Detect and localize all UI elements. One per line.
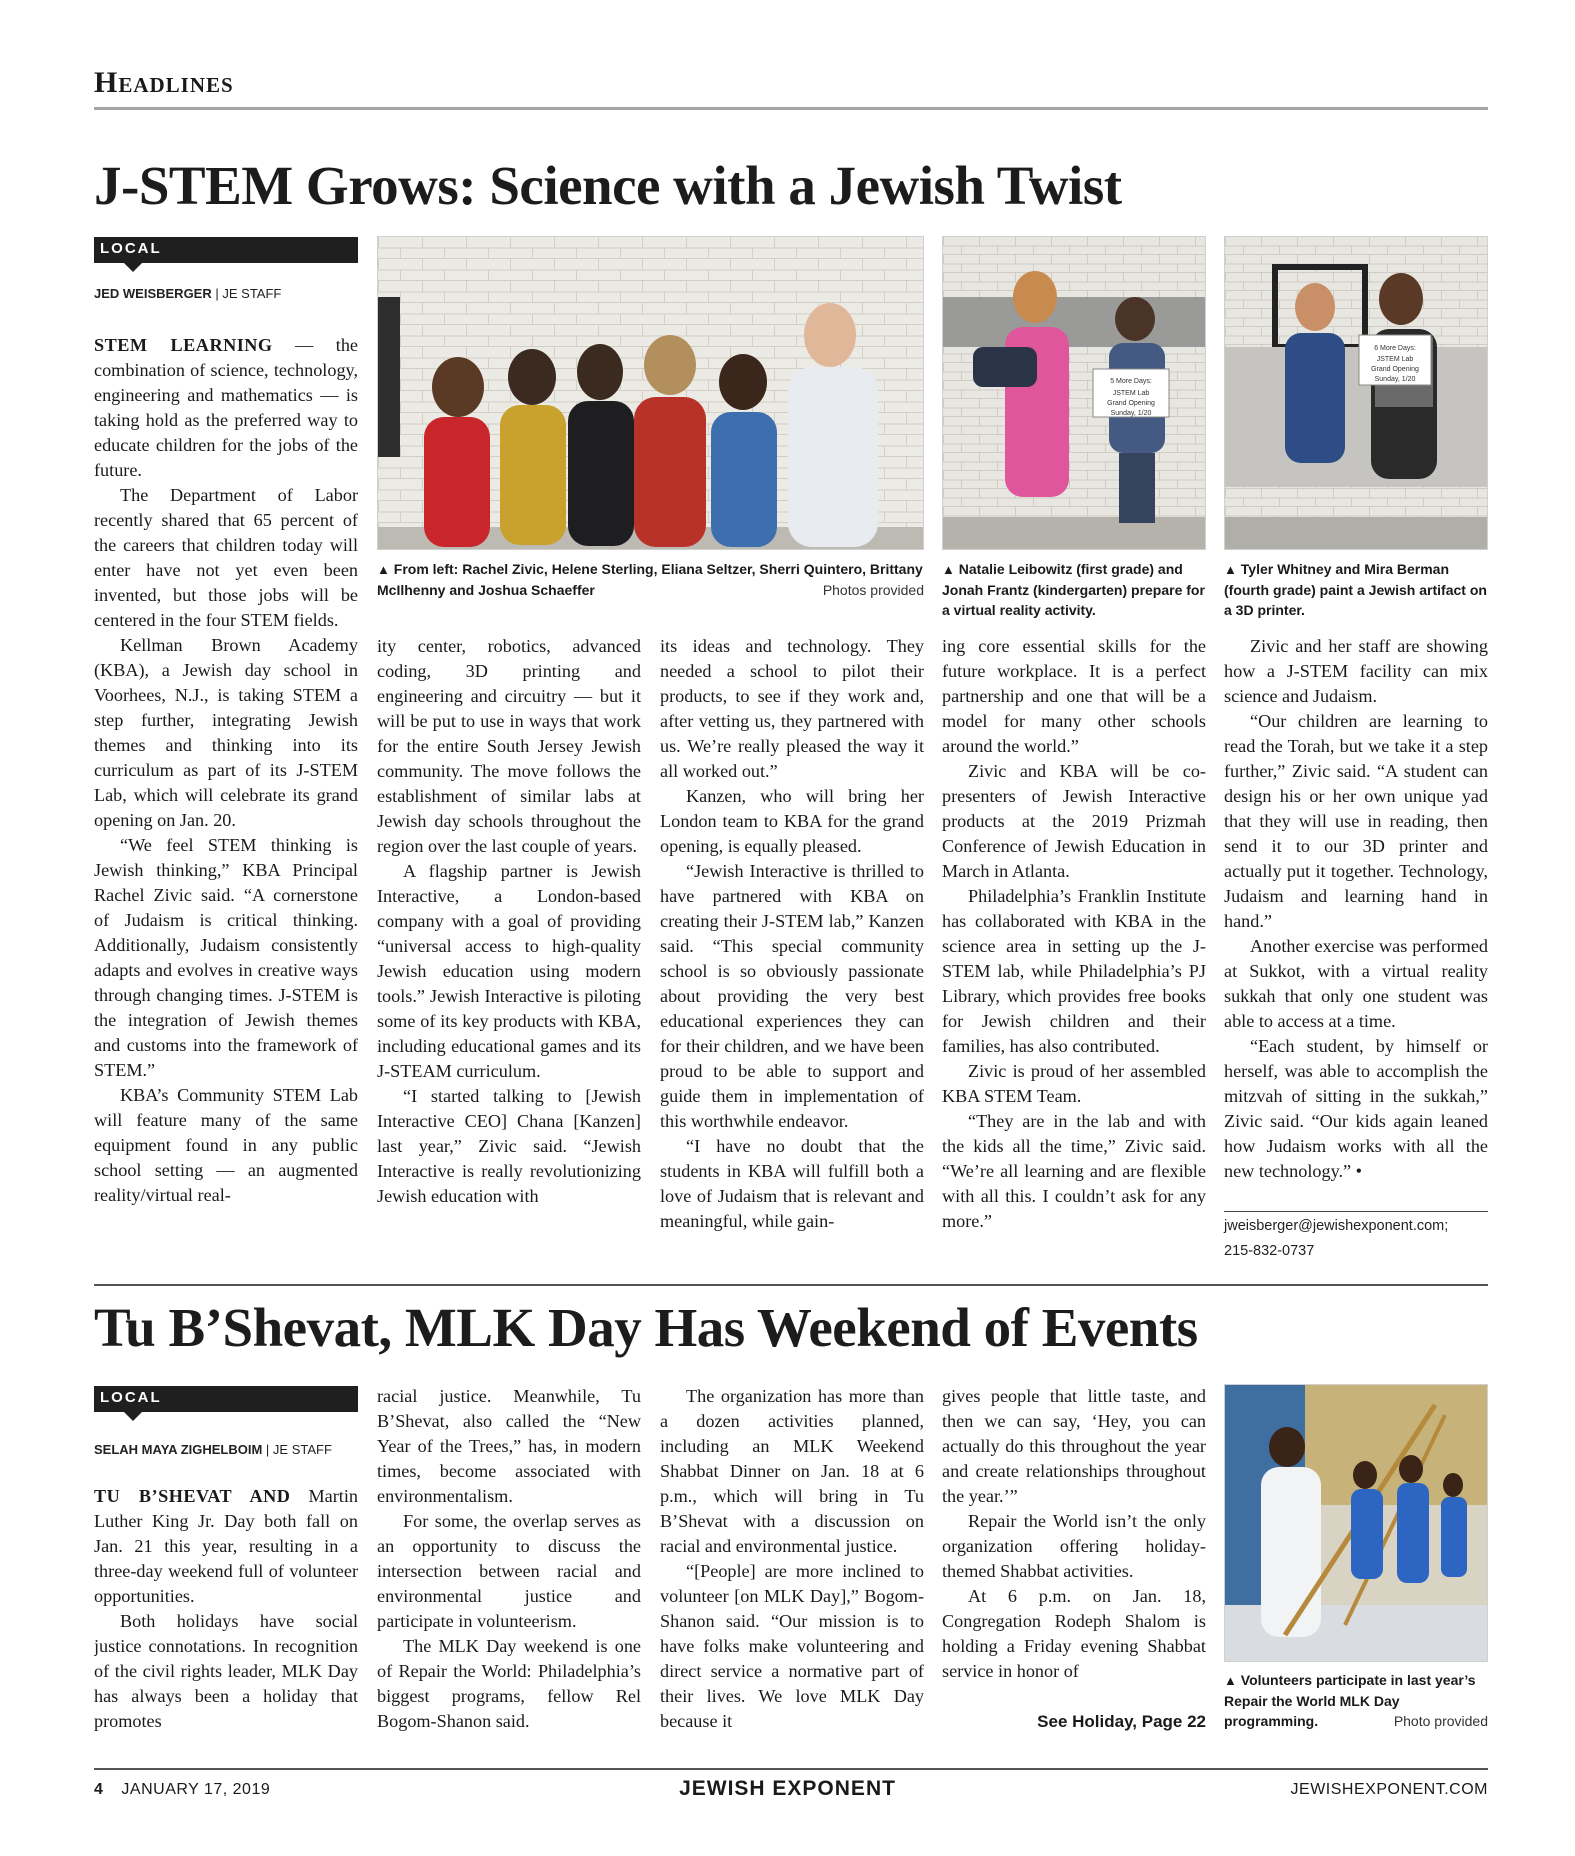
article1-photo-vr	[942, 236, 1206, 550]
vr-sign-text-3: Grand Opening	[1107, 400, 1155, 407]
3d-printer-photo-illustration	[1225, 237, 1488, 550]
page-number: 4	[94, 1781, 104, 1798]
article1-col3-p1: Kanzen, who will bring her London team to KBA for the grand opening, is equally pleased.	[660, 786, 924, 856]
article1-headline: J-STEM Grows: Science with a Jewish Twist	[94, 155, 1122, 216]
article2-col3-p0: The organization has more than a dozen activities planned, including an MLK Weekend Shabbat Dinner on Jan. 18 at 6 p.m., which will bring in Tu B’Shevat with a discussion on racial and environmental justice.	[660, 1386, 924, 1556]
article2-col1-p1: Both holidays have social justice connotations. In recognition of the civil rights leader, MLK Day has always been a holiday that promotes	[94, 1611, 358, 1731]
contact-phone: 215-832-0737	[1224, 1243, 1315, 1259]
article1-col4-p1: Zivic and KBA will be co-presenters of Jewish Interactive products at the 2019 Prizmah Conference of Jewish Education in March in Atlanta.	[942, 761, 1206, 881]
article1-col1	[94, 333, 358, 1268]
article1-photo-vr-caption: ▲ Natalie Leibowitz (first grade) and Jonah Frantz (kindergarten) prepare for a virtual reality activity.	[942, 561, 1205, 618]
article1-col3-p0: its ideas and technology. They needed a school to pilot their products, to see if they work and, after vetting us, they partnered with us. We’re really pleased the way it all worked out.”	[660, 636, 924, 781]
article1-col5-p2: Another exercise was performed at Sukkot, with a virtual reality sukkah that only one student was able to access at a time.	[1224, 936, 1488, 1031]
printer-sign-text-2: JSTEM Lab	[1376, 356, 1414, 363]
printer-sign-text-3: Grand Opening	[1371, 366, 1419, 373]
vr-sign-text: 5 More Days:	[1110, 378, 1152, 385]
caption-triangle-icon: ▲	[377, 562, 390, 577]
article1-col1-p2: Kellman Brown Academy (KBA), a Jewish day school in Voorhees, N.J., is taking STEM a step further, integrating Jewish themes and thinking into its curriculum as part of its J-STEM Lab, which will celebrate its grand opening on Jan. 20.	[94, 635, 358, 830]
article1-photo-group-caption: ▲ From left: Rachel Zivic, Helene Sterling, Eliana Seltzer, Sherri Quintero, Brittany McIlhenny and Joshua Schaeffer Photos provided	[377, 561, 924, 598]
photo-credit: Photo provided	[1393, 1713, 1488, 1729]
article2-col1	[94, 1484, 358, 1754]
article1-col3-p2: “Jewish Interactive is thrilled to have partnered with KBA on creating their J-STEM lab,” Kanzen said. “This special community school is so obviously passionate about providing the very best educational experiences they can for their children, and we have been proud to be able to support and guide them in implementation of this worthwhile endeavor.	[660, 861, 924, 1131]
article1-photo-3d	[1224, 236, 1488, 550]
article1-col3-p3: “I have no doubt that the students in KBA will fulfill both a love of Judaism that is relevant and meaningful, while gain-	[660, 1136, 924, 1231]
article1-col5-p3: “Each student, by himself or herself, was able to accomplish the mitzvah of sitting in the sukkah,” Zivic said. “Our kids again leaned how Judaism works with all the new technology.” •	[1224, 1036, 1488, 1181]
article1-col2-p0: ity center, robotics, advanced coding, 3D printing and engineering and circuitry — but it will be put to use in ways that work for the entire South Jersey Jewish community. The move follows the establishment of similar labs at Jewish day schools throughout the region over the last couple of years.	[377, 636, 641, 856]
article2-col3-p1: “[People] are more inclined to volunteer [on MLK Day],” Bogom-Shanon said. “Our mission is to have folks make volunteering and direct service a normative part of their lives. We love MLK Day because it	[660, 1561, 924, 1731]
article1-col1-p0: STEM LEARNING — the combination of science, technology, engineering and mathematics — is taking hold as the preferred way to educate children for the jobs of the future.	[94, 335, 358, 480]
article1-col1-p4: KBA’s Community STEM Lab will feature many of the same equipment found in any public school setting — an augmented reality/virtual real-	[94, 1085, 358, 1205]
group-photo-illustration	[378, 237, 924, 550]
article1-contact	[1224, 1214, 1494, 1264]
article2-col2-p0: racial justice. Meanwhile, Tu B’Shevat, also called the “New Year of the Trees,” has, in modern times, become associated with environmentalism.	[377, 1386, 641, 1506]
caption-triangle-icon: ▲	[1224, 562, 1237, 577]
article1-tag: LOCAL	[94, 237, 358, 263]
article1-author: JED WEISBERGER	[94, 286, 212, 301]
article1-col5	[1224, 634, 1488, 1204]
article2-photo	[1224, 1384, 1488, 1662]
contact-rule	[1224, 1211, 1488, 1212]
article2-col2-p2: The MLK Day weekend is one of Repair the World: Philadelphia’s biggest programs, fellow Rel Bogom-Shanon said.	[377, 1636, 641, 1731]
article2-col2	[377, 1384, 641, 1754]
article1-photo-3d-caption: ▲ Tyler Whitney and Mira Berman (fourth grade) paint a Jewish artifact on a 3D printer.	[1224, 561, 1487, 618]
article1-author-affil: | JE STAFF	[215, 286, 282, 301]
see-more-link[interactable]: See Holiday, Page 22	[1037, 1712, 1206, 1731]
issue-date: JANUARY 17, 2019	[121, 1781, 271, 1798]
article1-col3	[660, 634, 924, 1268]
article1-col1-p1: The Department of Labor recently shared that 65 percent of the careers that children today will enter have not yet even been invented, but those jobs will be centered in the four STEM fields.	[94, 485, 358, 630]
article2-author-affil: | JE STAFF	[265, 1442, 332, 1457]
article2-col1-p0: TU B’SHEVAT AND Martin Luther King Jr. Day both fall on Jan. 21 this year, resulting in a three-day weekend full of volunteer opportunities.	[94, 1486, 358, 1606]
article2-col4-p0: gives people that little taste, and then we can say, ‘Hey, you can actually do this throughout the year and create relationships throughout the year.’”	[942, 1386, 1206, 1506]
caption-triangle-icon: ▲	[1224, 1673, 1237, 1688]
volunteers-photo-illustration	[1225, 1385, 1488, 1662]
publication-name: JEWISH EXPONENT	[679, 1777, 896, 1800]
article2-col4	[942, 1384, 1206, 1704]
caption-triangle-icon: ▲	[942, 562, 955, 577]
article2-byline	[94, 1442, 332, 1457]
article2-lead-in: TU B’SHEVAT AND	[94, 1486, 291, 1506]
article2-photo-caption: ▲ Volunteers participate in last year’s Repair the World MLK Day programming. Photo provided	[1224, 1672, 1488, 1729]
article1-col4-p4: “They are in the lab and with the kids all the time,” Zivic said. “We’re all learning and are flexible with all this. I couldn’t ask for any more.”	[942, 1111, 1206, 1231]
website-link[interactable]: JEWISHEXPONENT.COM	[1290, 1781, 1488, 1798]
contact-email[interactable]: jweisberger@jewishexponent.com;	[1224, 1218, 1449, 1234]
article-divider	[94, 1284, 1488, 1286]
article1-col5-p0: Zivic and her staff are showing how a J-STEM facility can mix science and Judaism.	[1224, 636, 1488, 706]
article2-headline: Tu B’Shevat, MLK Day Has Weekend of Events	[94, 1297, 1198, 1358]
article1-col4-p0: ing core essential skills for the future workplace. It is a perfect partnership and one that will be a model for many other schools around the world.”	[942, 636, 1206, 756]
vr-sign-text-4: Sunday, 1/20	[1110, 410, 1152, 417]
article1-col5-p1: “Our children are learning to read the Torah, but we take it a step further,” Zivic said. “A student can design his or her own unique yad that they will use in reading, then send it to our 3D printer and actually put it together. Technology, Judaism and learning hand in hand.”	[1224, 711, 1488, 931]
vr-photo-illustration	[943, 237, 1206, 550]
article1-col1-p3: “We feel STEM thinking is Jewish thinking,” KBA Principal Rachel Zivic said. “A cornerstone of Judaism is critical thinking. Additionally, Judaism consistently adapts and evolves in creative ways through changing times. J-STEM is the integration of Jewish themes and customs into the framework of STEM.”	[94, 835, 358, 1080]
section-rule	[94, 107, 1488, 110]
article1-col2	[377, 634, 641, 1268]
article1-col4-p3: Zivic is proud of her assembled KBA STEM Team.	[942, 1061, 1206, 1106]
article1-col4	[942, 634, 1206, 1268]
printer-sign-text-4: Sunday, 1/20	[1374, 376, 1416, 383]
article1-photo-group	[377, 236, 924, 550]
article2-col4-p1: Repair the World isn’t the only organization offering holiday-themed Shabbat activities.	[942, 1511, 1206, 1581]
printer-sign-text: 6 More Days:	[1374, 345, 1416, 352]
article1-col2-p2: “I started talking to [Jewish Interactive CEO] Chana [Kanzen] last year,” Zivic said. “Jewish Interactive is really revolutionizing Jewish education with	[377, 1086, 641, 1206]
article2-author: SELAH MAYA ZIGHELBOIM	[94, 1442, 263, 1457]
footer-rule	[94, 1768, 1488, 1770]
article2-col3	[660, 1384, 924, 1754]
article2-col4-p2: At 6 p.m. on Jan. 18, Congregation Rodeph Shalom is holding a Friday evening Shabbat service in honor of	[942, 1586, 1206, 1681]
article2-col2-p1: For some, the overlap serves as an opportunity to discuss the intersection between racial and environmental justice and participate in volunteerism.	[377, 1511, 641, 1631]
article1-col2-p1: A flagship partner is Jewish Interactive, a London-based company with a goal of providing “universal access to high-quality Jewish education using modern tools.” Jewish Interactive is piloting some of its key products with KBA, including educational games and its J-STEAM curriculum.	[377, 861, 641, 1081]
section-header: Headlines	[94, 66, 234, 99]
photo-credit: Photos provided	[822, 582, 924, 598]
article1-col4-p2: Philadelphia’s Franklin Institute has collaborated with KBA in the science area in setting up the J-STEM lab, while Philadelphia’s PJ Library, which provides free books for Jewish children and their families, has also contributed.	[942, 886, 1206, 1056]
article1-lead-in: STEM LEARNING	[94, 335, 273, 355]
article1-byline	[94, 286, 281, 301]
vr-sign-text-2: JSTEM Lab	[1112, 390, 1150, 397]
article2-tag: LOCAL	[94, 1386, 358, 1412]
